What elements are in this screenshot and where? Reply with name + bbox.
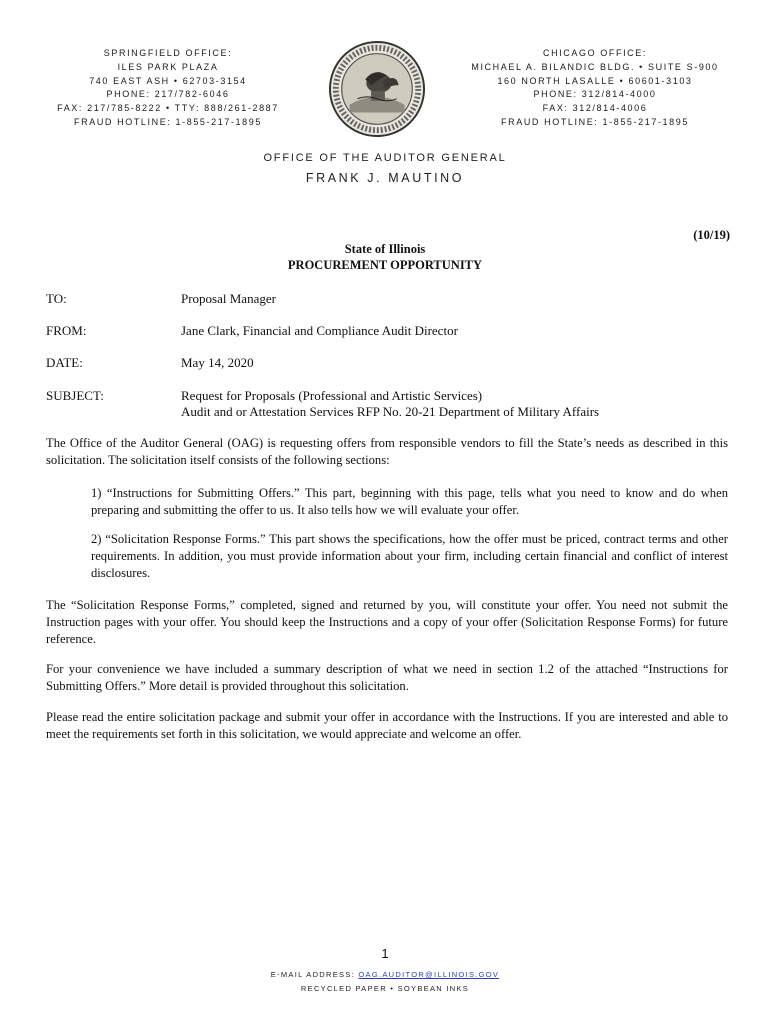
springfield-line: SPRINGFIELD OFFICE: [103,48,233,58]
form-version: (10/19) [693,228,730,242]
chicago-line: MICHAEL A. BILANDIC BLDG. • SUITE S-900 [471,61,719,72]
springfield-line: 740 EAST ASH • 62703-3154 [89,75,247,86]
springfield-line: FAX: 217/785-8222 • TTY: 888/261-2887 [57,103,279,114]
chicago-line: 160 NORTH LASALLE • 60601-3103 [497,75,693,86]
from-label: FROM: [46,323,87,338]
date-label: DATE: [46,355,83,370]
date-value: May 14, 2020 [181,355,254,370]
office-title: OFFICE OF THE AUDITOR GENERAL [263,152,507,164]
document-heading: PROCUREMENT OPPORTUNITY [287,258,483,272]
email-link[interactable]: OAG.AUDITOR@ILLINOIS.GOV [358,970,500,979]
section-item-2: 2) “Solicitation Response Forms.” This part shows the specifications, how the offer must be priced, contract terms and other requirements. In addition, you must provide information about your firm, including certain financial and conflict of interest disclosures. [91,532,728,580]
chicago-line: FRAUD HOTLINE: 1-855-217-1895 [501,116,689,127]
to-value: Proposal Manager [181,291,276,306]
springfield-office-block [43,47,293,130]
section-item-1: 1) “Instructions for Submitting Offers.” This part, beginning with this page, tells what you need to know and do when preparing and submitting the offer to us. It also tells how we will evaluate your offer. [91,486,728,517]
chicago-line: PHONE: 312/814-4000 [533,89,657,100]
state-seal-icon [328,40,426,138]
email-label: E-MAIL ADDRESS: [270,970,356,979]
from-value: Jane Clark, Financial and Compliance Audit Director [181,323,458,338]
springfield-line: FRAUD HOTLINE: 1-855-217-1895 [74,116,262,127]
state-heading: State of Illinois [344,242,426,256]
chicago-line: FAX: 312/814-4006 [542,103,648,114]
subject-line-2: Audit and or Attestation Services RFP No. 20-21 Department of Military Affairs [181,404,600,419]
page-number: 1 [381,946,389,961]
subject-label: SUBJECT: [46,388,104,403]
chicago-office-block [470,47,720,130]
auditor-name: FRANK J. MAUTINO [305,171,465,185]
springfield-line: ILES PARK PLAZA [117,61,219,72]
chicago-line: CHICAGO OFFICE: [542,48,647,58]
recycled-note: RECYCLED PAPER • SOYBEAN INKS [300,984,470,993]
subject-line-1: Request for Proposals (Professional and Artistic Services) [181,388,483,403]
forms-paragraph: The “Solicitation Response Forms,” completed, signed and returned by you, will constitute your offer. You need not submit the Instruction pages with your offer. You should keep the Instructions and a copy of your offer (Solicitation Response Forms) for future reference. [46,598,728,646]
summary-paragraph: For your convenience we have included a summary description of what we need in section 1.2 of the attached “Instructions for Submitting Offers.” More detail is provided throughout this solicitation. [46,662,728,693]
intro-paragraph: The Office of the Auditor General (OAG) is requesting offers from responsible vendors to fill the State’s needs as described in this solicitation. The solicitation itself consists of the following sections: [46,436,728,467]
springfield-line: PHONE: 217/782-6046 [106,89,230,100]
closing-paragraph: Please read the entire solicitation package and submit your offer in accordance with the Instructions. If you are interested and able to meet the requirements set forth in this solicitation, we would appreciate and welcome an offer. [46,710,728,741]
to-label: TO: [46,291,67,306]
email-footer [0,970,770,979]
